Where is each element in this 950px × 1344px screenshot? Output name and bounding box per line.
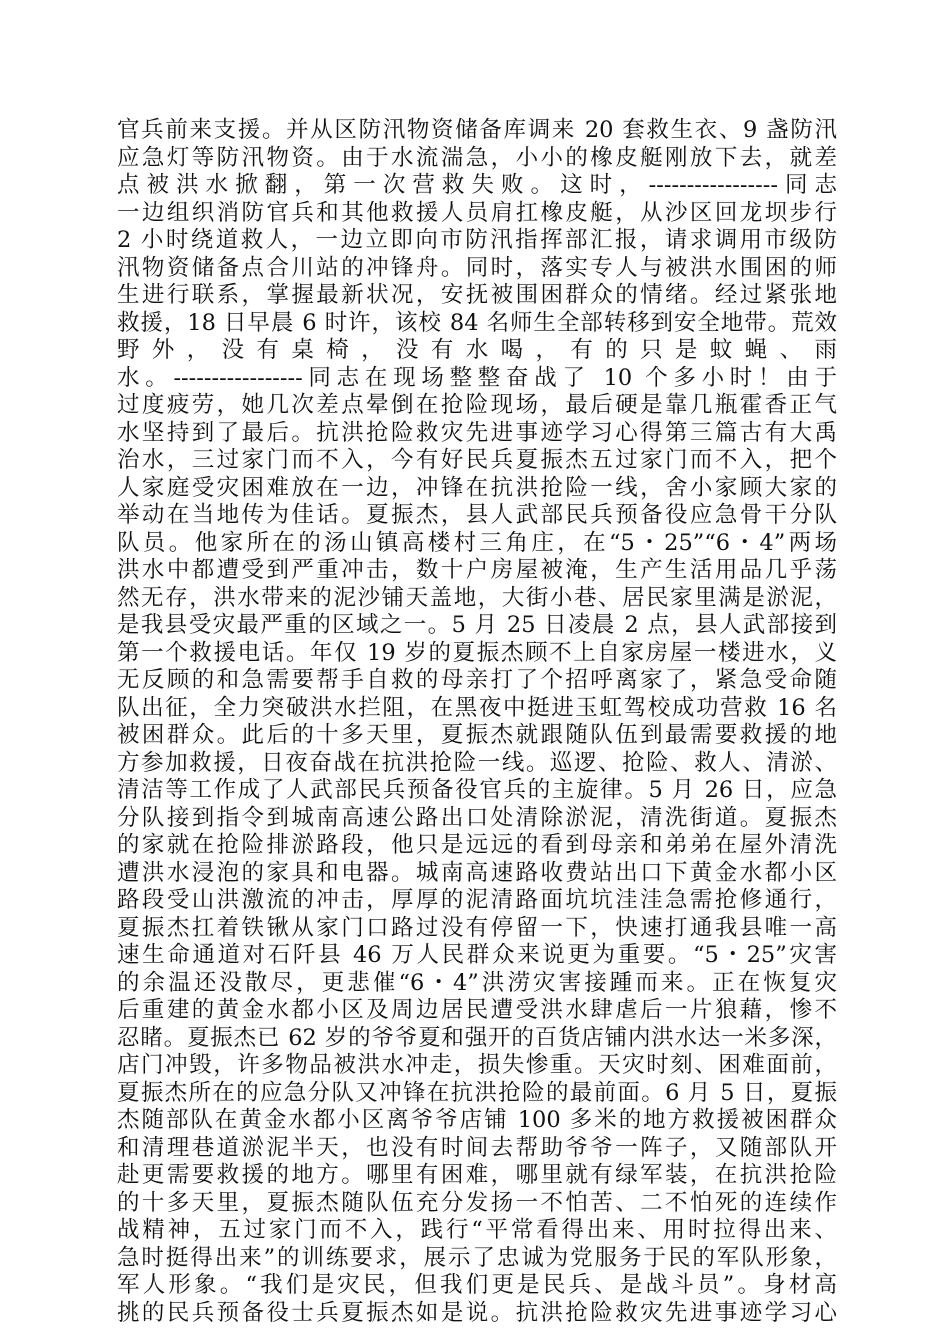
text-line: 是我县受灾最严重的区域之一。5 月 25 日凌晨 2 点，县人武部接到 bbox=[117, 612, 837, 638]
text-line: 的十多天里，夏振杰随队伍充分发扬一不怕苦、二不怕死的连续作 bbox=[117, 1189, 837, 1216]
text-line: 急时挺得出来”的训练要求，展示了忠诚为党服务于民的军队形象， bbox=[117, 1244, 837, 1271]
text-line: 和清理巷道淤泥半天，也没有时间去帮助爷爷一阵子，又随部队开 bbox=[117, 1134, 837, 1161]
text-line: 赴更需要救援的地方。哪里有困难，哪里就有绿军装，在抗洪抢险 bbox=[117, 1162, 837, 1188]
text-line: 官兵前来支援。并从区防汛物资储备库调来 20 套救生衣、9 盏防汛 bbox=[117, 117, 837, 143]
text-line: 汛物资储备点合川站的冲锋舟。同时，落实专人与被洪水围困的师 bbox=[117, 254, 837, 281]
text-line: 店门冲毁，许多物品被洪水冲走，损失惨重。天灾时刻、困难面前， bbox=[117, 1052, 837, 1078]
text-line: 方参加救援，日夜奋战在抗洪抢险一线。巡逻、抢险、救人、清淤、 bbox=[117, 749, 837, 776]
text-line: 点被洪水掀翻，第一次营救失败。这时，-----------------同志 bbox=[117, 172, 837, 198]
text-line: 后重建的黄金水都小区及周边居民遭受洪水肆虐后一片狼藉，惨不 bbox=[117, 997, 837, 1023]
text-line: 忍睹。夏振杰已 62 岁的爷爷夏和强开的百货店铺内洪水达一米多深， bbox=[117, 1024, 837, 1051]
text-line: 被困群众。此后的十多天里，夏振杰就跟随队伍到最需要救援的地 bbox=[117, 722, 837, 748]
text-line: 杰随部队在黄金水都小区离爷爷店铺 100 多米的地方救援被困群众 bbox=[117, 1107, 837, 1133]
text-line: 夏振杰扛着铁锹从家门口路过没有停留一下，快速打通我县唯一高 bbox=[117, 914, 837, 941]
text-line: 遭洪水浸泡的家具和电器。城南高速路收费站出口下黄金水都小区 bbox=[117, 859, 837, 886]
text-line: 队员。他家所在的汤山镇高楼村三角庄，在“5・25”“6・4”两场 bbox=[117, 529, 837, 556]
text-line: 路段受山洪激流的冲击，厚厚的泥清路面坑坑洼洼急需抢修通行， bbox=[117, 887, 837, 913]
text-line: 2 小时绕道救人，一边立即向市防汛指挥部汇报，请求调用市级防 bbox=[117, 227, 837, 253]
text-line: 水。-----------------同志在现场整整奋战了 10 个多小时！由于 bbox=[117, 364, 837, 391]
text-line: 的家就在抢险排淤路段，他只是远远的看到母亲和弟弟在屋外清洗 bbox=[117, 832, 837, 858]
text-line: 清洁等工作成了人武部民兵预备役官兵的主旋律。5 月 26 日，应急 bbox=[117, 777, 837, 803]
text-line: 夏振杰所在的应急分队又冲锋在抗洪抢险的最前面。6 月 5 日，夏振 bbox=[117, 1079, 837, 1106]
text-line: 挑的民兵预备役士兵夏振杰如是说。抗洪抢险救灾先进事迹学习心 bbox=[117, 1299, 837, 1326]
text-line: 一边组织消防官兵和其他救援人员肩扛橡皮艇，从沙区回龙坝步行 bbox=[117, 199, 837, 226]
text-line: 过度疲劳，她几次差点晕倒在抢险现场，最后硬是靠几瓶霍香正气 bbox=[117, 392, 837, 418]
text-line: 治水，三过家门而不入，今有好民兵夏振杰五过家门而不入，把个 bbox=[117, 447, 837, 473]
body-text bbox=[117, 117, 837, 1327]
text-line: 野 外 ， 没 有 桌 椅 ， 没 有 水 喝 ， 有 的 只 是 蚊 蝇 、 雨 bbox=[117, 337, 837, 363]
text-line: 分队接到指令到城南高速公路出口处清除淤泥，清洗街道。夏振杰 bbox=[117, 804, 837, 831]
text-line: 速生命通道对石阡县 46 万人民群众来说更为重要。“5・25”灾害 bbox=[117, 942, 837, 968]
text-line: 的余温还没散尽，更悲催“6・4”洪涝灾害接踵而来。正在恢复灾 bbox=[117, 969, 837, 996]
text-line: 生进行联系，掌握最新状况，安抚被围困群众的情绪。经过紧张地 bbox=[117, 282, 837, 308]
text-line: 无反顾的和急需要帮手自救的母亲打了个招呼离家了，紧急受命随 bbox=[117, 667, 837, 693]
text-line: 队出征，全力突破洪水拦阻，在黑夜中挺进玉虹驾校成功营救 16 名 bbox=[117, 694, 837, 721]
text-line: 洪水中都遭受到严重冲击，数十户房屋被淹，生产生活用品几乎荡 bbox=[117, 557, 837, 583]
text-line: 水坚持到了最后。抗洪抢险救灾先进事迹学习心得第三篇古有大禹 bbox=[117, 419, 837, 446]
text-line: 举动在当地传为佳话。夏振杰，县人武部民兵预备役应急骨干分队 bbox=[117, 502, 837, 528]
text-line: 救援，18 日早晨 6 时许，该校 84 名师生全部转移到安全地带。荒效 bbox=[117, 309, 837, 336]
text-line: 第一个救援电话。年仅 19 岁的夏振杰顾不上自家房屋一楼进水，义 bbox=[117, 639, 837, 666]
text-line: 应急灯等防汛物资。由于水流湍急，小小的橡皮艇刚放下去，就差 bbox=[117, 144, 837, 171]
text-line: 战精神，五过家门而不入，践行“平常看得出来、用时拉得出来、 bbox=[117, 1217, 837, 1243]
text-line: 然无存，洪水带来的泥沙铺天盖地，大街小巷、居民家里满是淤泥， bbox=[117, 584, 837, 611]
text-line: 人家庭受灾困难放在一边，冲锋在抗洪抢险一线，舍小家顾大家的 bbox=[117, 474, 837, 501]
text-line: 军人形象。“我们是灾民，但我们更是民兵、是战斗员”。身材高 bbox=[117, 1272, 837, 1298]
